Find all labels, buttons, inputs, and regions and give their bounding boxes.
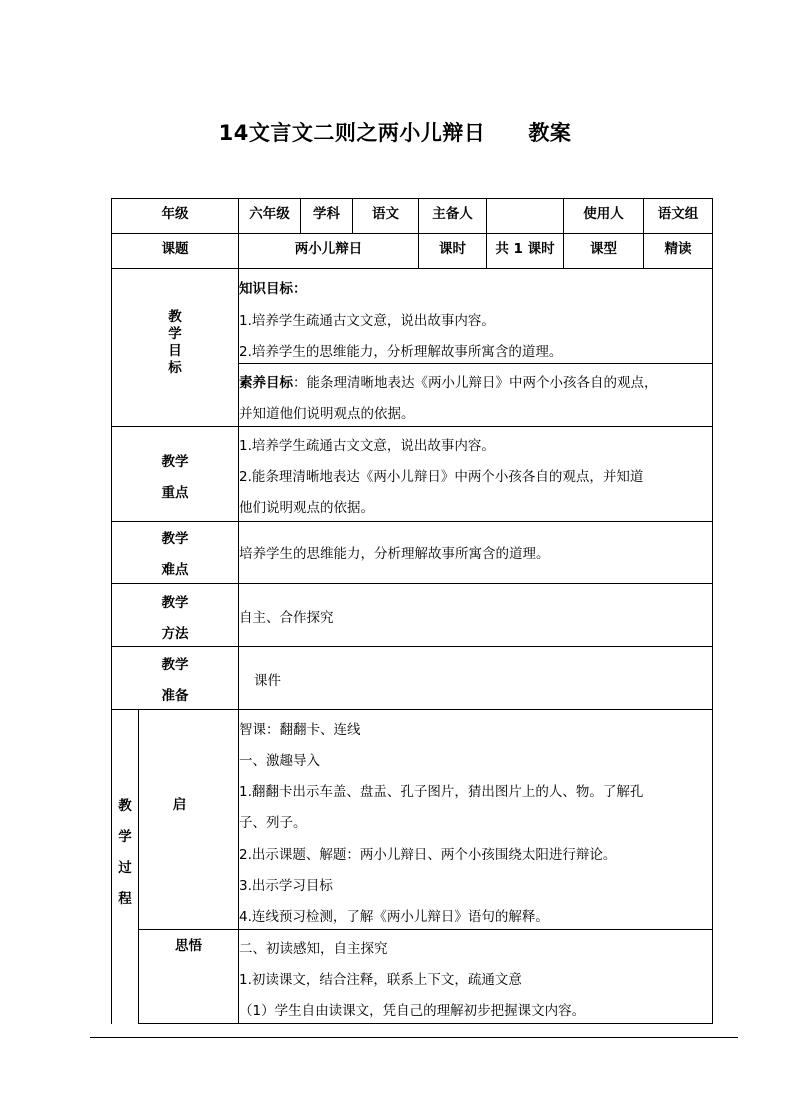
difficulties-label-line: 难点 [161, 562, 189, 578]
preparer-value [487, 199, 563, 233]
literacy-text: ：能条理清晰地表达《两小儿辩日》中两个小孩各自的观点， [293, 375, 658, 391]
stage-1-line: 2.出示课题、解题：两小儿辩日、两个小孩围绕太阳进行辩论。 [239, 847, 617, 863]
knowledge-goal-2: 2.培养学生的思维能力，分析理解故事所寓含的道理。 [239, 344, 563, 360]
preparation-text: 课件 [254, 673, 281, 689]
process-label [112, 791, 138, 915]
stage-2-line: 1.初读课文，结合注释，联系上下文，疏通文意 [239, 972, 522, 988]
preparation-label-line: 教学 [161, 657, 189, 673]
methods-label-line: 教学 [161, 595, 189, 611]
literacy-goal-line-1 [239, 371, 658, 391]
preparation-label [112, 650, 238, 712]
goals-label-char: 标 [168, 360, 182, 376]
goals-label-char: 目 [168, 343, 182, 359]
difficulties-text: 培养学生的思维能力，分析理解故事所寓含的道理。 [239, 546, 550, 562]
stage-1-line: 智课：翻翻卡、连线 [239, 722, 361, 738]
process-label-char: 程 [118, 891, 132, 907]
topic-value: 两小儿辩日 [294, 241, 363, 257]
key-point-1: 1.培养学生疏通古文文意，说出故事内容。 [239, 438, 495, 454]
stage-1-line: 4.连线预习检测，了解《两小儿辩日》语句的解释。 [239, 909, 549, 925]
stage-1-label: 启 [172, 797, 187, 813]
knowledge-goal-1: 1.培养学生疏通古文文意，说出故事内容。 [239, 313, 495, 329]
key-points-label-line: 重点 [161, 485, 189, 501]
period-label: 课时 [439, 241, 466, 257]
knowledge-heading: 知识目标： [239, 281, 307, 297]
methods-label [112, 588, 238, 650]
preparation-label-line: 准备 [161, 688, 189, 704]
goals-label-char: 学 [168, 326, 182, 342]
grade-value: 六年级 [249, 206, 290, 222]
document-title: 14文言文二则之两小儿辩日 教案 [218, 121, 572, 145]
goals-label [112, 309, 238, 377]
grade-label: 年级 [161, 206, 189, 222]
difficulties-label [112, 524, 238, 586]
subject-label: 学科 [313, 206, 340, 222]
key-point-2: 2.能条理清晰地表达《两小儿辩日》中两个小孩各自的观点，并知道 [239, 469, 644, 485]
topic-label: 课题 [161, 241, 189, 257]
process-label-char: 教 [118, 798, 132, 814]
user-value: 语文组 [657, 206, 699, 222]
subject-value: 语文 [372, 206, 399, 222]
process-label-char: 过 [118, 860, 132, 876]
process-label-char: 学 [118, 829, 132, 845]
user-label: 使用人 [583, 206, 624, 222]
goals-label-char: 教 [168, 309, 182, 325]
methods-text: 自主、合作探究 [239, 610, 334, 626]
preparer-label: 主备人 [432, 206, 473, 222]
methods-label-line: 方法 [161, 626, 189, 642]
stage-1-line: 子、列子。 [239, 815, 307, 831]
key-point-2-cont: 他们说明观点的依据。 [239, 500, 374, 516]
type-label: 课型 [590, 241, 617, 257]
stage-2-line: 二、初读感知，自主探究 [239, 941, 388, 957]
key-points-label-line: 教学 [161, 454, 189, 470]
period-value: 共 1 课时 [495, 241, 555, 257]
type-value: 精读 [664, 241, 692, 257]
key-points-label [112, 447, 238, 509]
stage-1-line: 1.翻翻卡出示车盖、盘盂、孔子图片，猜出图片上的人、物。了解孔 [239, 784, 644, 800]
footer-rule [90, 1037, 738, 1038]
literacy-heading: 素养目标 [239, 375, 293, 391]
stage-1-line: 一、激趣导入 [239, 753, 320, 769]
stage-2-label: 思悟 [175, 938, 202, 954]
stage-2-line: （1）学生自由读课文，凭自己的理解初步把握课文内容。 [239, 1003, 586, 1019]
literacy-goal-line-2: 并知道他们说明观点的依据。 [239, 406, 415, 422]
stage-1-line: 3.出示学习目标 [239, 878, 333, 894]
difficulties-label-line: 教学 [161, 531, 189, 547]
